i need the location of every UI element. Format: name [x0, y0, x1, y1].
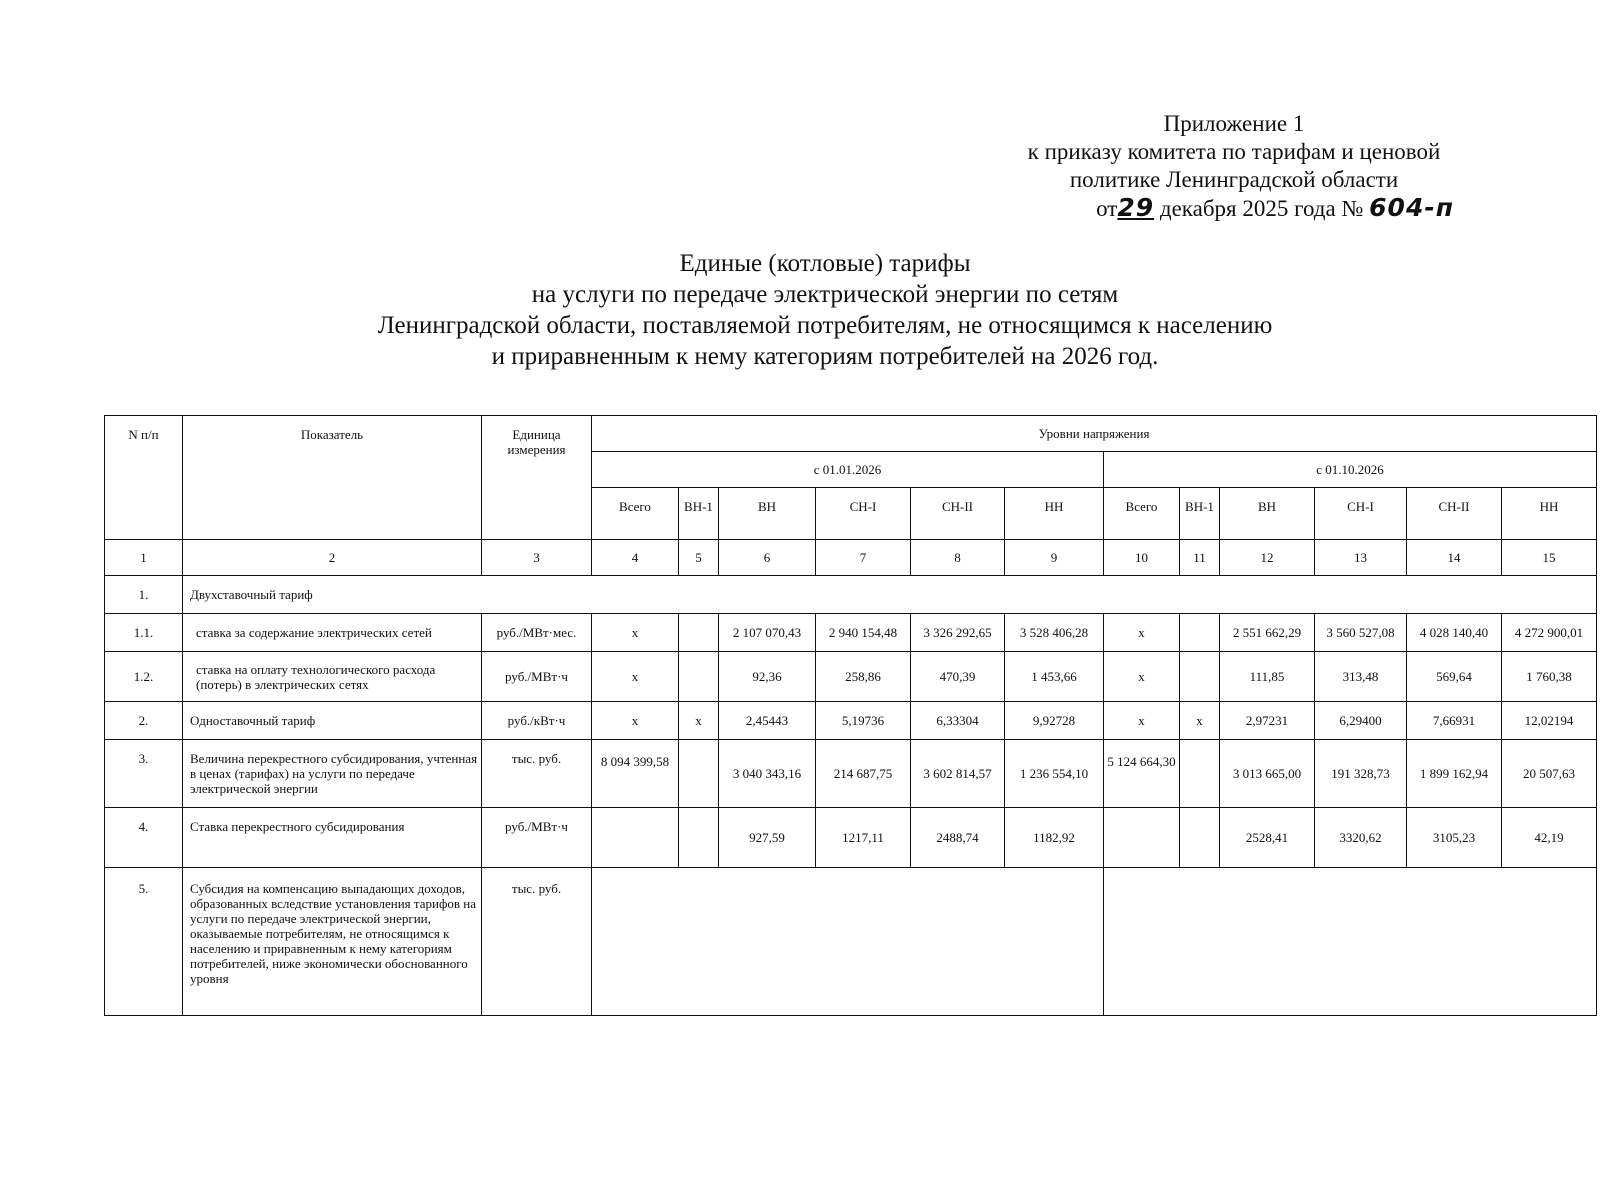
value-cell: 3 560 527,08	[1315, 614, 1407, 652]
tariffs-table	[104, 415, 1597, 1016]
header-unit: Единица измерения	[482, 416, 592, 540]
value-cell: 3 326 292,65	[911, 614, 1005, 652]
header-sub-p1-3: СН-I	[816, 488, 911, 540]
value-cell: х	[1180, 702, 1220, 740]
title-line3: Ленинградской области, поставляемой потребителям, не относящимся к населению	[377, 312, 1273, 339]
handwritten-day: 29	[1117, 193, 1155, 222]
row-unit: руб./МВт·ч	[482, 652, 592, 702]
appendix-date-line	[1014, 194, 1454, 223]
row-indicator: ставка за содержание электрических сетей	[183, 614, 482, 652]
value-cell: 2,45443	[719, 702, 816, 740]
value-cell: 1 760,38	[1502, 652, 1597, 702]
appendix-line1: Приложение 1	[1163, 111, 1305, 136]
value-cell: х	[679, 702, 719, 740]
value-cell: 569,64	[1407, 652, 1502, 702]
value-cell: 42,19	[1502, 808, 1597, 868]
value-cell: 12,02194	[1502, 702, 1597, 740]
column-number: 4	[592, 540, 679, 576]
handwritten-order-number: 604-п	[1369, 193, 1454, 222]
value-cell: 7,66931	[1407, 702, 1502, 740]
appendix-header	[1014, 110, 1454, 223]
header-sub-p1-4: СН-II	[911, 488, 1005, 540]
value-cell: 2 940 154,48	[816, 614, 911, 652]
column-number: 13	[1315, 540, 1407, 576]
row-unit: руб./МВт·мес.	[482, 614, 592, 652]
header-sub-p1-0: Всего	[592, 488, 679, 540]
row-num: 3.	[105, 740, 183, 808]
row-num: 4.	[105, 808, 183, 868]
header-sub-p2-4: СН-II	[1407, 488, 1502, 540]
value-cell: 2 551 662,29	[1220, 614, 1315, 652]
header-num: N п/п	[105, 416, 183, 540]
value-cell: 92,36	[719, 652, 816, 702]
value-cell: 2488,74	[911, 808, 1005, 868]
header-sub-p2-5: НН	[1502, 488, 1597, 540]
row-unit: руб./МВт·ч	[482, 808, 592, 868]
table-row	[105, 702, 1597, 740]
column-number: 8	[911, 540, 1005, 576]
row-unit: руб./кВт·ч	[482, 702, 592, 740]
header-sub-p2-2: ВН	[1220, 488, 1315, 540]
row-indicator: Субсидия на компенсацию выпадающих доходов, образованных вследствие установления тарифов на услуги по передаче электрической энергии, оказываемые потребителям, не относящимся к населению и приравненным к нему категориям потребителей, ниже экономически обоснованного уровня	[183, 868, 482, 1016]
column-number: 5	[679, 540, 719, 576]
value-cell: 6,33304	[911, 702, 1005, 740]
title-line2: на услуги по передаче электрической энергии по сетям	[531, 281, 1119, 308]
value-cell: х	[1104, 702, 1180, 740]
value-cell	[592, 808, 679, 868]
row-indicator: Величина перекрестного субсидирования, учтенная в ценах (тарифах) на услуги по передаче электрической энергии	[183, 740, 482, 808]
column-number: 9	[1005, 540, 1104, 576]
column-number: 7	[816, 540, 911, 576]
value-cell: 1182,92	[1005, 808, 1104, 868]
value-cell	[679, 614, 719, 652]
value-cell: 3320,62	[1315, 808, 1407, 868]
value-cell: 20 507,63	[1502, 740, 1597, 808]
table-row	[105, 614, 1597, 652]
row-unit: тыс. руб.	[482, 868, 592, 1016]
value-cell: 4 272 900,01	[1502, 614, 1597, 652]
value-cell: 258,86	[816, 652, 911, 702]
value-cell: 111,85	[1220, 652, 1315, 702]
column-number: 3	[482, 540, 592, 576]
header-indicator: Показатель	[183, 416, 482, 540]
value-cell: 9,92728	[1005, 702, 1104, 740]
header-sub-p1-5: НН	[1005, 488, 1104, 540]
value-cell: 1217,11	[816, 808, 911, 868]
row-num: 2.	[105, 702, 183, 740]
value-cell: 3105,23	[1407, 808, 1502, 868]
value-cell	[679, 652, 719, 702]
value-cell: х	[592, 702, 679, 740]
header-sub-p2-1: ВН-1	[1180, 488, 1220, 540]
value-cell	[679, 740, 719, 808]
table-row	[105, 740, 1597, 808]
value-cell: х	[592, 652, 679, 702]
date-rest: декабря 2025 года №	[1159, 196, 1364, 221]
column-numbers-row	[105, 540, 1597, 576]
value-cell: 3 602 814,57	[911, 740, 1005, 808]
value-cell: 1 899 162,94	[1407, 740, 1502, 808]
value-cell: 8 094 399,58	[592, 740, 679, 808]
column-number: 10	[1104, 540, 1180, 576]
value-cell: 5 124 664,30	[1104, 740, 1180, 808]
header-sub-p2-0: Всего	[1104, 488, 1180, 540]
column-number: 14	[1407, 540, 1502, 576]
value-cell	[1104, 808, 1180, 868]
value-cell: 3 040 343,16	[719, 740, 816, 808]
value-cell: 313,48	[1315, 652, 1407, 702]
row-indicator: Одноставочный тариф	[183, 702, 482, 740]
value-cell: 5,19736	[816, 702, 911, 740]
header-period2: с 01.10.2026	[1104, 452, 1597, 488]
date-prefix: от	[1096, 196, 1118, 221]
column-number: 6	[719, 540, 816, 576]
value-cell: 2,97231	[1220, 702, 1315, 740]
value-cell: 927,59	[719, 808, 816, 868]
row-indicator: Ставка перекрестного субсидирования	[183, 808, 482, 868]
value-cell	[1180, 740, 1220, 808]
column-number: 12	[1220, 540, 1315, 576]
document-title	[250, 248, 1400, 372]
header-row-1	[105, 416, 1597, 452]
table-row	[105, 868, 1597, 1016]
row-indicator: ставка на оплату технологического расхода (потерь) в электрических сетях	[183, 652, 482, 702]
header-voltage-levels: Уровни напряжения	[592, 416, 1597, 452]
header-period1: с 01.01.2026	[592, 452, 1104, 488]
row-num: 1.2.	[105, 652, 183, 702]
column-number: 2	[183, 540, 482, 576]
value-cell: 6,29400	[1315, 702, 1407, 740]
value-cell	[1180, 614, 1220, 652]
value-cell: 2 107 070,43	[719, 614, 816, 652]
value-cell: 1 236 554,10	[1005, 740, 1104, 808]
table-row	[105, 652, 1597, 702]
blank-period2-cell	[1104, 868, 1597, 1016]
value-cell: 191 328,73	[1315, 740, 1407, 808]
column-number: 11	[1180, 540, 1220, 576]
value-cell: х	[1104, 652, 1180, 702]
value-cell	[1180, 808, 1220, 868]
header-sub-p1-2: ВН	[719, 488, 816, 540]
value-cell: х	[1104, 614, 1180, 652]
title-line1: Единые (котловые) тарифы	[679, 250, 971, 277]
column-number: 1	[105, 540, 183, 576]
value-cell: 214 687,75	[816, 740, 911, 808]
appendix-line2: к приказу комитета по тарифам и ценовой	[1027, 139, 1441, 164]
appendix-line3: политике Ленинградской области	[1069, 167, 1399, 192]
value-cell: 3 013 665,00	[1220, 740, 1315, 808]
column-number: 15	[1502, 540, 1597, 576]
title-line4: и приравненным к нему категориям потребителей на 2026 год.	[491, 343, 1159, 370]
row-indicator: Двухставочный тариф	[183, 576, 1597, 614]
value-cell: 4 028 140,40	[1407, 614, 1502, 652]
value-cell: 2528,41	[1220, 808, 1315, 868]
value-cell: х	[592, 614, 679, 652]
row-num: 1.1.	[105, 614, 183, 652]
value-cell: 3 528 406,28	[1005, 614, 1104, 652]
header-sub-p2-3: СН-I	[1315, 488, 1407, 540]
value-cell	[679, 808, 719, 868]
table-row	[105, 576, 1597, 614]
row-unit: тыс. руб.	[482, 740, 592, 808]
table-row	[105, 808, 1597, 868]
value-cell	[1180, 652, 1220, 702]
value-cell: 1 453,66	[1005, 652, 1104, 702]
row-num: 5.	[105, 868, 183, 1016]
header-sub-p1-1: ВН-1	[679, 488, 719, 540]
value-cell: 470,39	[911, 652, 1005, 702]
blank-period1-cell	[592, 868, 1104, 1016]
row-num: 1.	[105, 576, 183, 614]
